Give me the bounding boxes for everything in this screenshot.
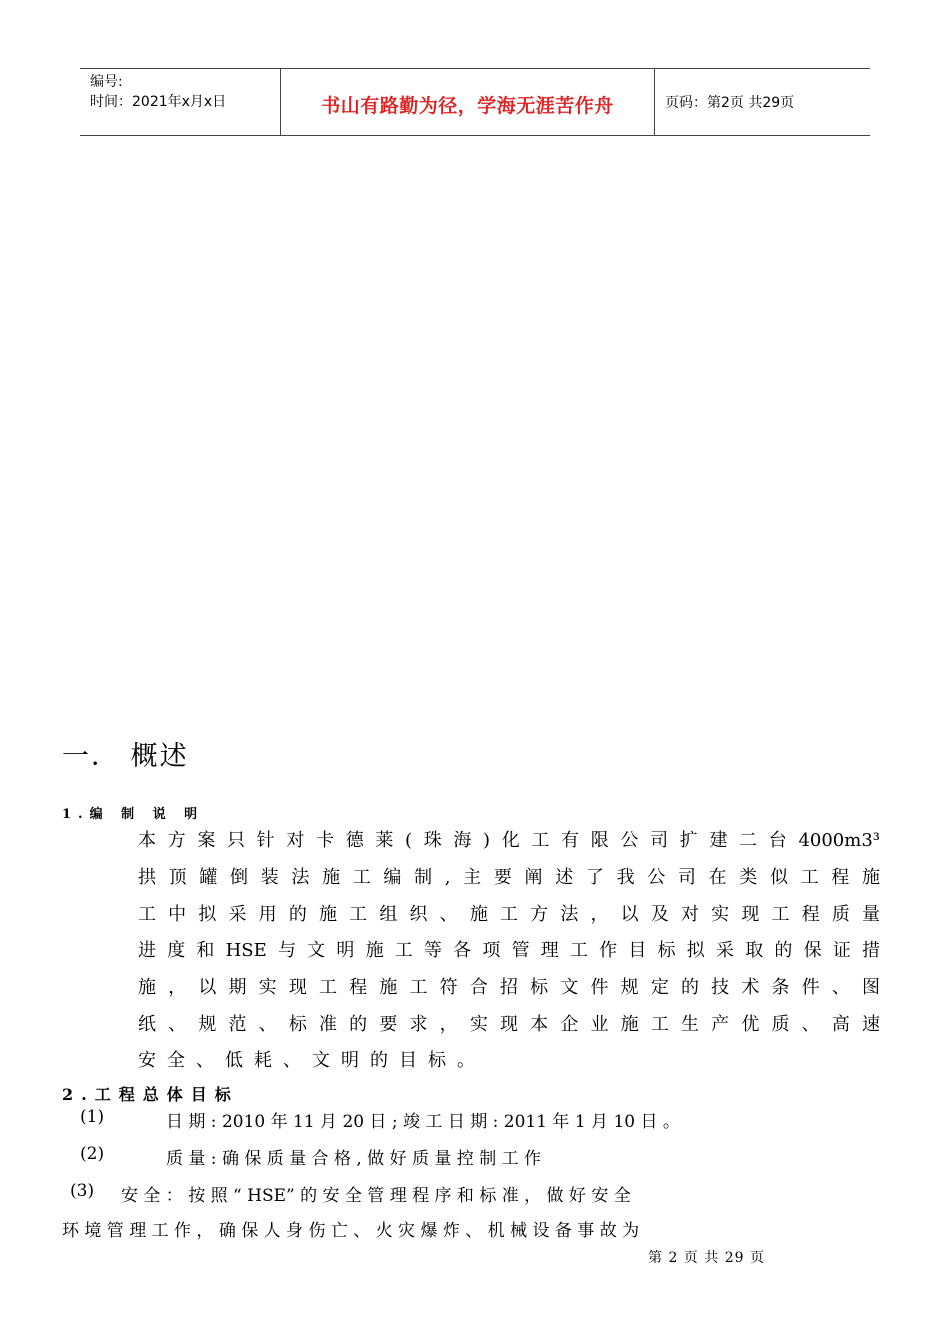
continuation-line: 环 境 管 理 工 作 ， 确 保 人 身 伤 亡 、 火 灾 爆 炸 、 机 械 设 备 事 故 为 — [62, 1221, 640, 1241]
page-info: 页码：第2页 共29页 — [665, 95, 795, 111]
list-item-number: (1) — [80, 1107, 105, 1127]
paragraph-line: 安全、低耗、文明的目标。 — [138, 1050, 486, 1071]
page-footer: 第 2 页 共 29 页 — [648, 1250, 765, 1266]
header-meta-cell — [80, 69, 281, 135]
serial-label: 编号: — [90, 74, 123, 90]
subsection-title-2: 2.工程总体目标 — [62, 1085, 239, 1104]
subsection-title-1: 1.编 制 说 明 — [62, 807, 205, 822]
list-item-text: 安 全 ： 按 照 “ HSE” 的 安 全 管 理 程 序 和 标 准 ， 做 好 安 全 — [121, 1186, 631, 1206]
motto-text: 书山有路勤为径，学海无涯苦作舟 — [321, 94, 614, 117]
list-item-number: (2) — [80, 1144, 105, 1164]
list-item-text: 日 期 : 2010 年 11 月 20 日 ; 竣 工 日 期 : 2011 年 1 月 10 日 。 — [166, 1112, 680, 1132]
paragraph-line: 进度和HSE与文明施工等各项管理工作目标拟采取的保证措 — [138, 940, 880, 961]
paragraph-line: 施，以期实现工程施工符合招标文件规定的技术条件、图 — [138, 977, 880, 998]
list-item-number: (3) — [70, 1181, 95, 1201]
paragraph-line: 工中拟采用的施工组织、施工方法，以及对实现工程质量 — [138, 904, 880, 925]
header-motto-cell — [281, 69, 655, 135]
date-label: 时间：2021年x月x日 — [90, 94, 227, 110]
page-header — [80, 68, 870, 136]
paragraph-line: 拱顶罐倒装法施工编制,主要阐述了我公司在类似工程施 — [138, 867, 880, 888]
list-item-text: 质 量 : 确 保 质 量 合 格 , 做 好 质 量 控 制 工 作 — [166, 1149, 541, 1169]
paragraph-line: 本方案只针对卡德莱(珠海)化工有限公司扩建二台4000m3³ — [138, 830, 880, 851]
paragraph-line: 纸、规范、标准的要求，实现本企业施工生产优质、高速 — [138, 1014, 880, 1035]
header-page-cell — [655, 69, 870, 135]
section-title: 一． 概述 — [62, 741, 189, 772]
